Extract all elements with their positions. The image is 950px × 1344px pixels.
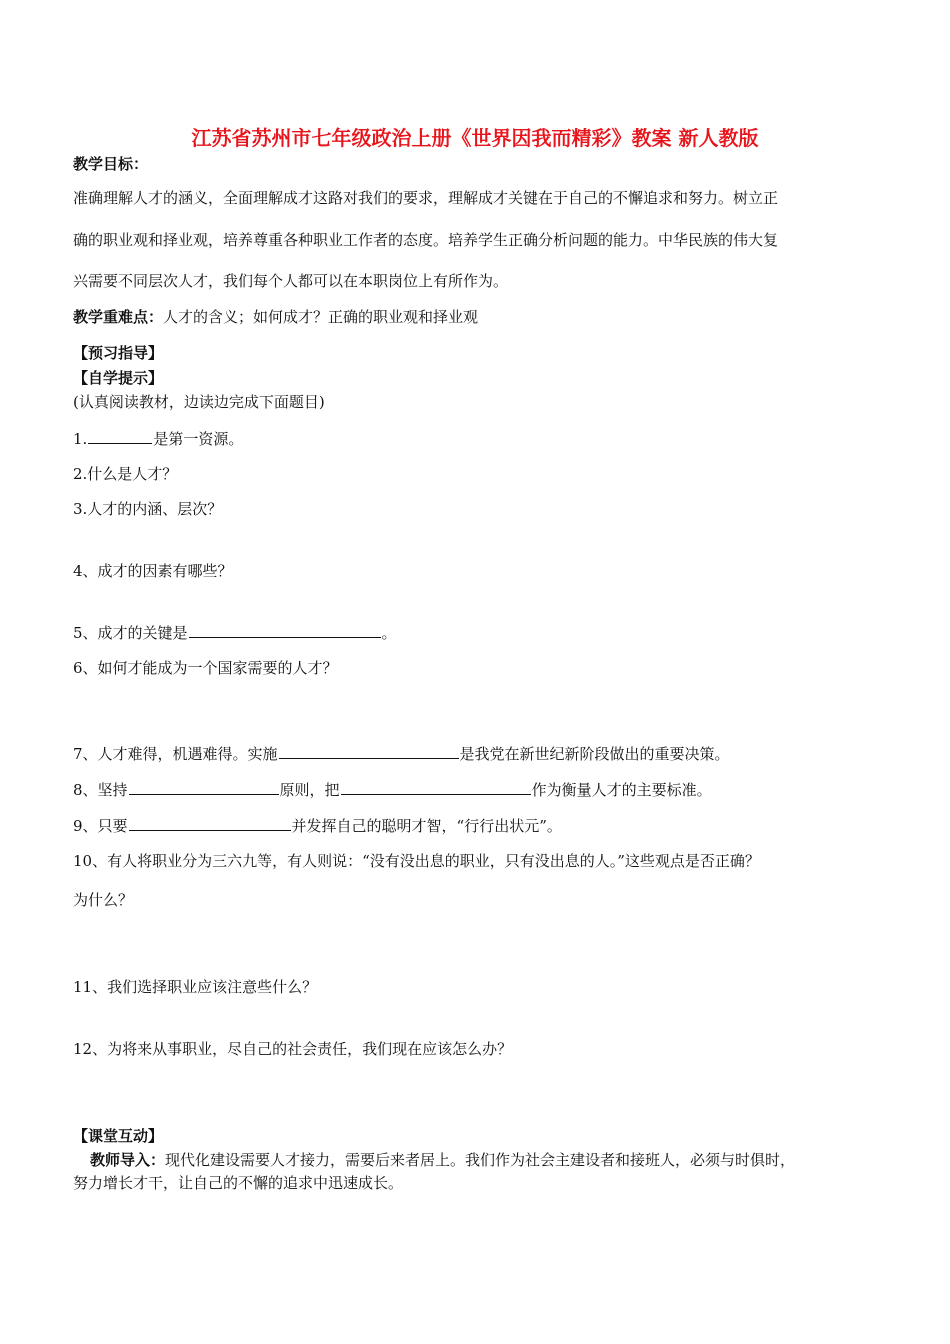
question-9 — [73, 815, 562, 836]
question-8-end: 作为衡量人才的主要标准。 — [531, 781, 712, 799]
answer-blank-5[interactable] — [189, 622, 381, 638]
answer-blank-7[interactable] — [279, 743, 459, 759]
self-study-note: (认真阅读教材，边读边完成下面题目) — [73, 393, 325, 411]
question-9-end: 并发挥自己的聪明才智，“行行出状元”。 — [291, 817, 562, 835]
question-7 — [73, 743, 730, 764]
question-5 — [73, 622, 397, 643]
goals-line-3: 兴需要不同层次人才，我们每个人都可以在本职岗位上有所作为。 — [73, 272, 509, 290]
answer-blank-9[interactable] — [129, 815, 291, 831]
question-8 — [73, 779, 712, 800]
goals-line-2: 确的职业观和择业观，培养尊重各种职业工作者的态度。培养学生正确分析问题的能力。中华民族的伟大复 — [73, 231, 779, 249]
question-10-line-2: 为什么？ — [73, 891, 134, 909]
question-3: 3.人才的内涵、层次？ — [73, 500, 223, 518]
question-4: 4、成才的因素有哪些？ — [73, 562, 233, 580]
answer-blank-1[interactable] — [88, 428, 152, 444]
key-points — [73, 307, 478, 327]
question-2: 2.什么是人才？ — [73, 465, 178, 483]
goals-label: 教学目标： — [73, 155, 149, 173]
preview-heading: 【预习指导】 — [73, 344, 164, 362]
document-title: 江苏省苏州市七年级政治上册《世界因我而精彩》教案 新人教版 — [191, 126, 759, 150]
self-study-heading: 【自学提示】 — [73, 369, 164, 387]
question-8-text: 8、坚持 — [73, 781, 128, 799]
teacher-intro-line-1 — [73, 1150, 795, 1170]
question-5-end: 。 — [381, 624, 397, 642]
key-points-label: 教学重难点： — [73, 308, 164, 326]
question-8-middle: 原则，把 — [279, 781, 340, 799]
answer-blank-8b[interactable] — [341, 779, 531, 795]
question-10-line-1: 10、有人将职业分为三六九等，有人则说：“没有没出息的职业，只有没出息的人。”这些观点是否正确？ — [73, 852, 760, 870]
teacher-intro-label: 教师导入： — [90, 1151, 166, 1169]
question-11: 11、我们选择职业应该注意些什么？ — [73, 978, 318, 996]
question-1 — [73, 428, 243, 449]
question-9-text: 9、只要 — [73, 817, 128, 835]
question-7-text: 7、人才难得，机遇难得。实施 — [73, 745, 278, 763]
interaction-heading: 【课堂互动】 — [73, 1127, 164, 1145]
question-7-end: 是我党在新世纪新阶段做出的重要决策。 — [459, 745, 730, 763]
answer-blank-8a[interactable] — [129, 779, 279, 795]
key-points-text: 人才的含义；如何成才？正确的职业观和择业观 — [163, 308, 479, 326]
teacher-intro-line-2: 努力增长才干，让自己的不懈的追求中迅速成长。 — [73, 1174, 404, 1192]
teacher-intro-text: 现代化建设需要人才接力，需要后来者居上。我们作为社会主建设者和接班人，必须与时俱时， — [165, 1151, 796, 1169]
question-12: 12、为将来从事职业，尽自己的社会责任，我们现在应该怎么办？ — [73, 1040, 513, 1058]
question-1-number: 1. — [73, 430, 88, 448]
question-1-text: 是第一资源。 — [153, 430, 244, 448]
goals-line-1: 准确理解人才的涵义，全面理解成才这路对我们的要求，理解成才关键在于自己的不懈追求和努力。树立正 — [73, 189, 779, 207]
question-5-text: 5、成才的关键是 — [73, 624, 188, 642]
question-6: 6、如何才能成为一个国家需要的人才？ — [73, 659, 338, 677]
